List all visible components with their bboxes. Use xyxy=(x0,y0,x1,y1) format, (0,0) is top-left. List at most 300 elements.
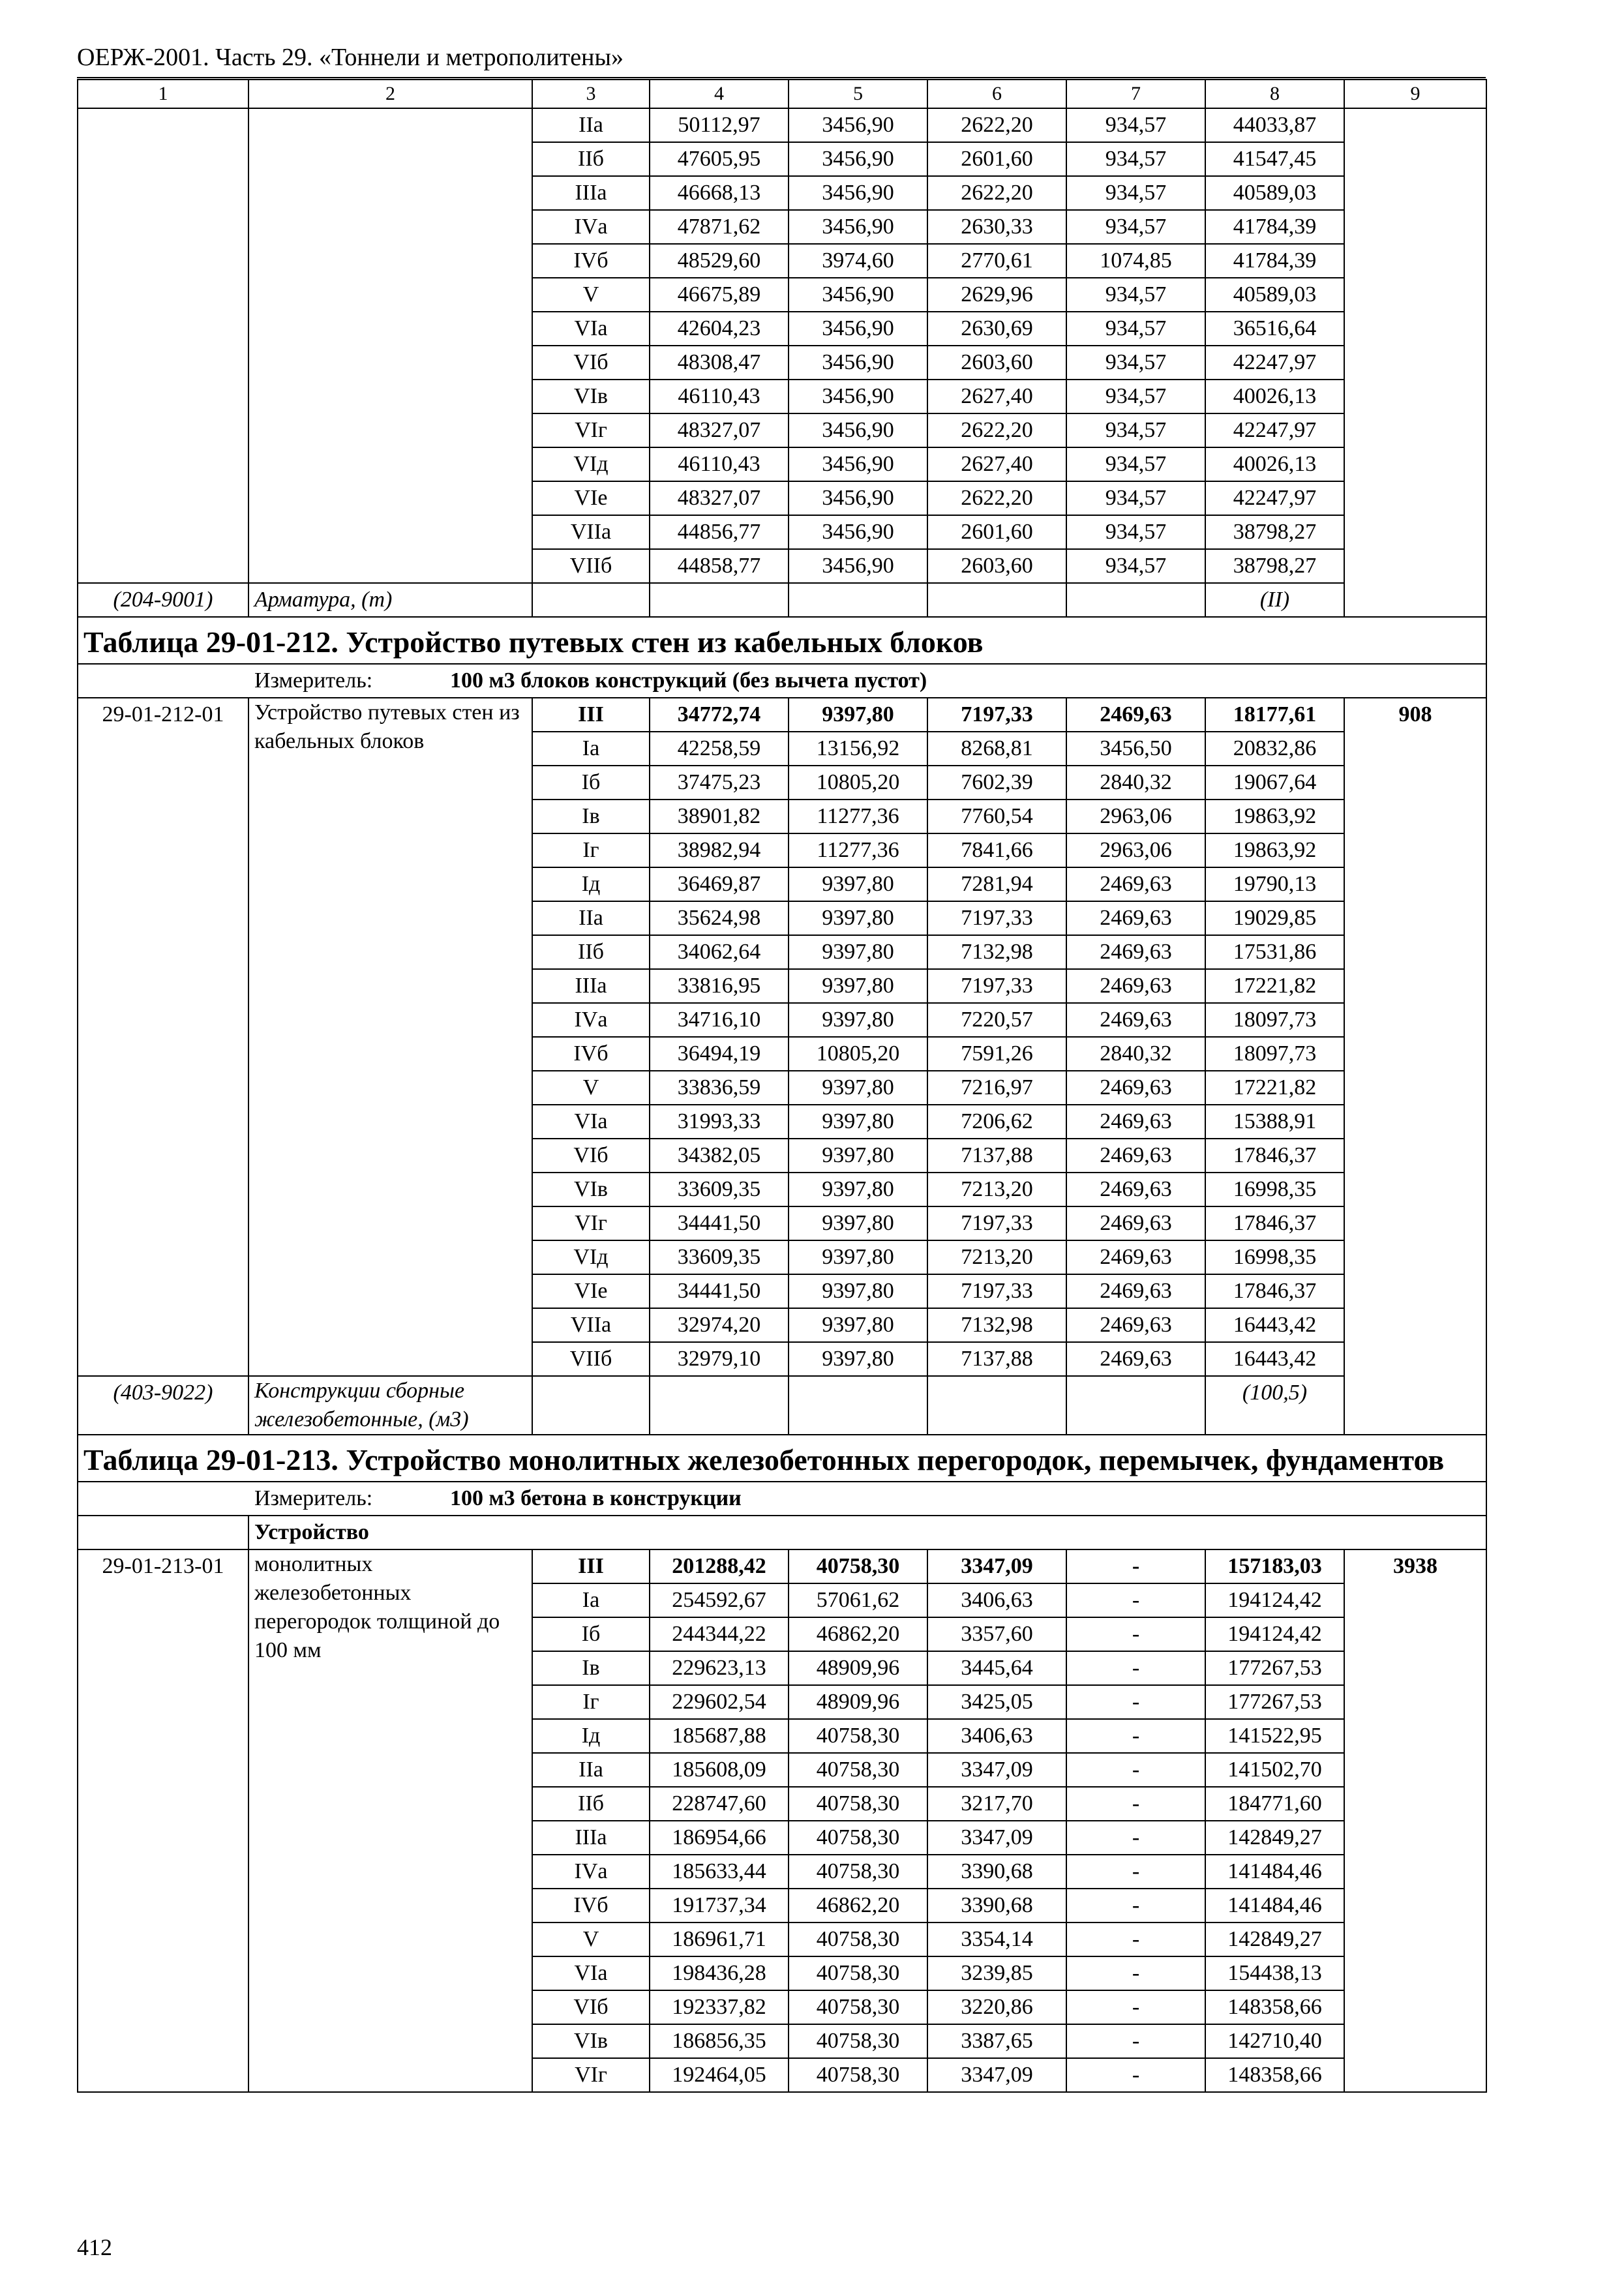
total-cost-cell: 198436,28 xyxy=(650,1956,789,1990)
materials-cell: 142849,27 xyxy=(1205,1821,1344,1855)
class-cell: IVб xyxy=(532,1889,650,1922)
total-cost-cell: 33836,59 xyxy=(650,1071,789,1105)
empty-cell xyxy=(789,583,927,617)
wages-cell: 48909,96 xyxy=(789,1651,927,1685)
machines-cell: 8268,81 xyxy=(927,732,1066,766)
operator-wages-cell: - xyxy=(1066,1855,1205,1889)
wages-cell: 9397,80 xyxy=(789,1240,927,1274)
materials-cell: 38798,27 xyxy=(1205,549,1344,583)
materials-cell: 16443,42 xyxy=(1205,1308,1344,1342)
machines-cell: 3445,64 xyxy=(927,1651,1066,1685)
table-title-row xyxy=(78,1435,1486,1482)
table-title: Таблица 29-01-213. Устройство монолитных железобетонных перегородок, перемычек, фундаментов xyxy=(78,1435,1486,1482)
wages-cell: 40758,30 xyxy=(789,1719,927,1753)
total-cost-cell: 32974,20 xyxy=(650,1308,789,1342)
wages-cell: 9397,80 xyxy=(789,1139,927,1173)
materials-cell: 15388,91 xyxy=(1205,1105,1344,1139)
class-cell: VIIа xyxy=(532,515,650,549)
wages-cell: 11277,36 xyxy=(789,833,927,867)
materials-cell: 177267,53 xyxy=(1205,1685,1344,1719)
materials-cell: 44033,87 xyxy=(1205,108,1344,142)
subheading-row xyxy=(78,1516,1486,1549)
machines-cell: 2622,20 xyxy=(927,108,1066,142)
count-cell: 3938 xyxy=(1344,1549,1486,2092)
class-cell: VIд xyxy=(532,1240,650,1274)
operator-wages-cell: 934,57 xyxy=(1066,210,1205,244)
class-cell: IIа xyxy=(532,1753,650,1787)
column-number: 2 xyxy=(248,80,532,108)
materials-cell: 40026,13 xyxy=(1205,380,1344,413)
operator-wages-cell: 2469,63 xyxy=(1066,935,1205,969)
empty-cell xyxy=(532,583,650,617)
operator-wages-cell: - xyxy=(1066,1685,1205,1719)
document-header: ОЕРЖ-2001. Часть 29. «Тоннели и метрополитены» xyxy=(77,38,1486,78)
class-cell: VIIб xyxy=(532,1342,650,1376)
class-cell: VIг xyxy=(532,413,650,447)
machines-cell: 2622,20 xyxy=(927,176,1066,210)
wages-cell: 9397,80 xyxy=(789,1173,927,1206)
total-cost-cell: 185633,44 xyxy=(650,1855,789,1889)
machines-cell: 7213,20 xyxy=(927,1240,1066,1274)
resource-code: (403-9022) xyxy=(78,1376,248,1435)
class-cell: IIа xyxy=(532,901,650,935)
operator-wages-cell: 2469,63 xyxy=(1066,901,1205,935)
operator-wages-cell: - xyxy=(1066,1889,1205,1922)
machines-cell: 7132,98 xyxy=(927,1308,1066,1342)
operator-wages-cell: - xyxy=(1066,2058,1205,2092)
total-cost-cell: 31993,33 xyxy=(650,1105,789,1139)
page-number: 412 xyxy=(77,2234,112,2260)
operator-wages-cell: 934,57 xyxy=(1066,515,1205,549)
wages-cell: 3456,90 xyxy=(789,312,927,346)
operator-wages-cell: 934,57 xyxy=(1066,176,1205,210)
machines-cell: 3406,63 xyxy=(927,1719,1066,1753)
wages-cell: 9397,80 xyxy=(789,969,927,1003)
materials-cell: 17846,37 xyxy=(1205,1139,1344,1173)
class-cell: Iг xyxy=(532,833,650,867)
table-title: Таблица 29-01-212. Устройство путевых стен из кабельных блоков xyxy=(78,617,1486,664)
class-cell: Iд xyxy=(532,867,650,901)
materials-cell: 141484,46 xyxy=(1205,1889,1344,1922)
code-cell: 29-01-212-01 xyxy=(78,698,248,1376)
materials-cell: 18177,61 xyxy=(1205,698,1344,732)
description-cell: монолитных железобетонных перегородок толщиной до 100 мм xyxy=(248,1549,532,2092)
unit-row xyxy=(78,664,1486,698)
class-cell: VIIа xyxy=(532,1308,650,1342)
wages-cell: 3456,90 xyxy=(789,549,927,583)
machines-cell: 7197,33 xyxy=(927,969,1066,1003)
operator-wages-cell: 934,57 xyxy=(1066,380,1205,413)
wages-cell: 10805,20 xyxy=(789,1037,927,1071)
materials-cell: 19790,13 xyxy=(1205,867,1344,901)
total-cost-cell: 46675,89 xyxy=(650,278,789,312)
materials-cell: 18097,73 xyxy=(1205,1037,1344,1071)
total-cost-cell: 44856,77 xyxy=(650,515,789,549)
class-cell: Iа xyxy=(532,1583,650,1617)
wages-cell: 57061,62 xyxy=(789,1583,927,1617)
machines-cell: 7197,33 xyxy=(927,1206,1066,1240)
operator-wages-cell: - xyxy=(1066,1787,1205,1821)
materials-cell: 42247,97 xyxy=(1205,346,1344,380)
unit-line xyxy=(78,1482,1486,1516)
machines-cell: 2630,69 xyxy=(927,312,1066,346)
machines-cell: 7197,33 xyxy=(927,698,1066,732)
wages-cell: 3456,90 xyxy=(789,142,927,176)
wages-cell: 46862,20 xyxy=(789,1889,927,1922)
table-row xyxy=(78,1549,1486,1583)
materials-cell: 40026,13 xyxy=(1205,447,1344,481)
class-cell: VIг xyxy=(532,1206,650,1240)
materials-cell: 154438,13 xyxy=(1205,1956,1344,1990)
total-cost-cell: 186856,35 xyxy=(650,2024,789,2058)
materials-cell: 17221,82 xyxy=(1205,969,1344,1003)
materials-cell: 42247,97 xyxy=(1205,413,1344,447)
materials-cell: 20832,86 xyxy=(1205,732,1344,766)
class-cell: VIг xyxy=(532,2058,650,2092)
materials-cell: 19029,85 xyxy=(1205,901,1344,935)
empty-cell xyxy=(927,583,1066,617)
materials-cell: 17846,37 xyxy=(1205,1206,1344,1240)
wages-cell: 3974,60 xyxy=(789,244,927,278)
machines-cell: 3390,68 xyxy=(927,1889,1066,1922)
materials-cell: 38798,27 xyxy=(1205,515,1344,549)
materials-cell: 194124,42 xyxy=(1205,1583,1344,1617)
count-cell xyxy=(1344,108,1486,617)
total-cost-cell: 192337,82 xyxy=(650,1990,789,2024)
materials-cell: 157183,03 xyxy=(1205,1549,1344,1583)
wages-cell: 40758,30 xyxy=(789,1753,927,1787)
total-cost-cell: 46110,43 xyxy=(650,447,789,481)
wages-cell: 40758,30 xyxy=(789,1821,927,1855)
unit-line xyxy=(78,664,1486,698)
unit-value: 100 м3 бетона в конструкции xyxy=(450,1486,742,1510)
total-cost-cell: 192464,05 xyxy=(650,2058,789,2092)
total-cost-cell: 186954,66 xyxy=(650,1821,789,1855)
class-cell: VIв xyxy=(532,1173,650,1206)
operator-wages-cell: - xyxy=(1066,1990,1205,2024)
wages-cell: 10805,20 xyxy=(789,766,927,800)
operator-wages-cell: 2469,63 xyxy=(1066,1173,1205,1206)
wages-cell: 9397,80 xyxy=(789,901,927,935)
operator-wages-cell: 934,57 xyxy=(1066,278,1205,312)
description-cell: Устройство путевых стен из кабельных блоков xyxy=(248,698,532,1376)
total-cost-cell: 33609,35 xyxy=(650,1240,789,1274)
operator-wages-cell: - xyxy=(1066,1821,1205,1855)
total-cost-cell: 32979,10 xyxy=(650,1342,789,1376)
class-cell: VIе xyxy=(532,1274,650,1308)
materials-cell: 40589,03 xyxy=(1205,176,1344,210)
operator-wages-cell: 934,57 xyxy=(1066,142,1205,176)
machines-cell: 7137,88 xyxy=(927,1342,1066,1376)
class-cell: IIб xyxy=(532,935,650,969)
total-cost-cell: 46668,13 xyxy=(650,176,789,210)
class-cell: VIIб xyxy=(532,549,650,583)
machines-cell: 3354,14 xyxy=(927,1922,1066,1956)
table-row xyxy=(78,698,1486,732)
wages-cell: 3456,90 xyxy=(789,176,927,210)
machines-cell: 3390,68 xyxy=(927,1855,1066,1889)
class-cell: III xyxy=(532,1549,650,1583)
materials-cell: 142849,27 xyxy=(1205,1922,1344,1956)
operator-wages-cell: - xyxy=(1066,1922,1205,1956)
total-cost-cell: 34716,10 xyxy=(650,1003,789,1037)
machines-cell: 7137,88 xyxy=(927,1139,1066,1173)
class-cell: VIе xyxy=(532,481,650,515)
description-cell xyxy=(248,108,532,583)
wages-cell: 40758,30 xyxy=(789,1549,927,1583)
materials-cell: 42247,97 xyxy=(1205,481,1344,515)
machines-cell: 7216,97 xyxy=(927,1071,1066,1105)
machines-cell: 2627,40 xyxy=(927,447,1066,481)
table-title-row xyxy=(78,617,1486,664)
machines-cell: 2603,60 xyxy=(927,346,1066,380)
operator-wages-cell: 934,57 xyxy=(1066,549,1205,583)
empty-cell xyxy=(1066,1376,1205,1435)
class-cell: V xyxy=(532,1922,650,1956)
empty-cell xyxy=(78,1516,248,1549)
materials-cell: 40589,03 xyxy=(1205,278,1344,312)
machines-cell: 3239,85 xyxy=(927,1956,1066,1990)
operator-wages-cell: 3456,50 xyxy=(1066,732,1205,766)
machines-cell: 3347,09 xyxy=(927,1753,1066,1787)
operator-wages-cell: 2469,63 xyxy=(1066,1240,1205,1274)
total-cost-cell: 34382,05 xyxy=(650,1139,789,1173)
wages-cell: 3456,90 xyxy=(789,413,927,447)
machines-cell: 3357,60 xyxy=(927,1617,1066,1651)
class-cell: IIIа xyxy=(532,1821,650,1855)
operator-wages-cell: 934,57 xyxy=(1066,447,1205,481)
table-body xyxy=(78,80,1486,2092)
wages-cell: 3456,90 xyxy=(789,346,927,380)
column-number: 7 xyxy=(1066,80,1205,108)
total-cost-cell: 185608,09 xyxy=(650,1753,789,1787)
machines-cell: 2622,20 xyxy=(927,481,1066,515)
total-cost-cell: 34772,74 xyxy=(650,698,789,732)
operator-wages-cell: - xyxy=(1066,1583,1205,1617)
class-cell: VIд xyxy=(532,447,650,481)
wages-cell: 9397,80 xyxy=(789,1003,927,1037)
wages-cell: 3456,90 xyxy=(789,108,927,142)
operator-wages-cell: - xyxy=(1066,1651,1205,1685)
class-cell: VIа xyxy=(532,312,650,346)
wages-cell: 3456,90 xyxy=(789,380,927,413)
materials-cell: 41784,39 xyxy=(1205,210,1344,244)
machines-cell: 2601,60 xyxy=(927,515,1066,549)
wages-cell: 9397,80 xyxy=(789,1308,927,1342)
total-cost-cell: 33609,35 xyxy=(650,1173,789,1206)
materials-cell: 19863,92 xyxy=(1205,833,1344,867)
materials-cell: 19863,92 xyxy=(1205,800,1344,833)
class-cell: VIб xyxy=(532,346,650,380)
machines-cell: 2770,61 xyxy=(927,244,1066,278)
class-cell: Iа xyxy=(532,732,650,766)
wages-cell: 3456,90 xyxy=(789,447,927,481)
total-cost-cell: 229623,13 xyxy=(650,1651,789,1685)
machines-cell: 2622,20 xyxy=(927,413,1066,447)
count-cell: 908 xyxy=(1344,698,1486,1435)
machines-cell: 7206,62 xyxy=(927,1105,1066,1139)
machines-cell: 3347,09 xyxy=(927,2058,1066,2092)
operator-wages-cell: 934,57 xyxy=(1066,481,1205,515)
total-cost-cell: 34441,50 xyxy=(650,1274,789,1308)
wages-cell: 9397,80 xyxy=(789,935,927,969)
materials-cell: 36516,64 xyxy=(1205,312,1344,346)
subheading: Устройство xyxy=(248,1516,1486,1549)
machines-cell: 3406,63 xyxy=(927,1583,1066,1617)
total-cost-cell: 36469,87 xyxy=(650,867,789,901)
class-cell: V xyxy=(532,1071,650,1105)
machines-cell: 7602,39 xyxy=(927,766,1066,800)
wages-cell: 9397,80 xyxy=(789,1071,927,1105)
column-number: 8 xyxy=(1205,80,1344,108)
total-cost-cell: 244344,22 xyxy=(650,1617,789,1651)
total-cost-cell: 44858,77 xyxy=(650,549,789,583)
operator-wages-cell: 2469,63 xyxy=(1066,1206,1205,1240)
wages-cell: 3456,90 xyxy=(789,515,927,549)
column-number: 4 xyxy=(650,80,789,108)
materials-cell: 194124,42 xyxy=(1205,1617,1344,1651)
estimate-table xyxy=(77,79,1487,2093)
operator-wages-cell: 2469,63 xyxy=(1066,969,1205,1003)
operator-wages-cell: 2963,06 xyxy=(1066,800,1205,833)
class-cell: IVб xyxy=(532,244,650,278)
class-cell: Iд xyxy=(532,1719,650,1753)
class-cell: VIв xyxy=(532,380,650,413)
total-cost-cell: 34441,50 xyxy=(650,1206,789,1240)
machines-cell: 7197,33 xyxy=(927,1274,1066,1308)
unit-label: Измеритель: xyxy=(254,668,373,693)
wages-cell: 11277,36 xyxy=(789,800,927,833)
operator-wages-cell: 934,57 xyxy=(1066,413,1205,447)
column-number: 1 xyxy=(78,80,248,108)
total-cost-cell: 186961,71 xyxy=(650,1922,789,1956)
wages-cell: 48909,96 xyxy=(789,1685,927,1719)
operator-wages-cell: 2469,63 xyxy=(1066,1003,1205,1037)
total-cost-cell: 254592,67 xyxy=(650,1583,789,1617)
wages-cell: 3456,90 xyxy=(789,278,927,312)
machines-cell: 2601,60 xyxy=(927,142,1066,176)
total-cost-cell: 42258,59 xyxy=(650,732,789,766)
total-cost-cell: 47871,62 xyxy=(650,210,789,244)
class-cell: VIа xyxy=(532,1956,650,1990)
resource-qty: (100,5) xyxy=(1205,1376,1344,1435)
materials-cell: 41784,39 xyxy=(1205,244,1344,278)
machines-cell: 3425,05 xyxy=(927,1685,1066,1719)
materials-cell: 18097,73 xyxy=(1205,1003,1344,1037)
empty-cell xyxy=(650,583,789,617)
empty-cell xyxy=(1066,583,1205,617)
class-cell: VIб xyxy=(532,1139,650,1173)
machines-cell: 2629,96 xyxy=(927,278,1066,312)
machines-cell: 7760,54 xyxy=(927,800,1066,833)
wages-cell: 9397,80 xyxy=(789,1206,927,1240)
resource-code: (204-9001) xyxy=(78,583,248,617)
materials-cell: 19067,64 xyxy=(1205,766,1344,800)
class-cell: Iб xyxy=(532,766,650,800)
total-cost-cell: 37475,23 xyxy=(650,766,789,800)
class-cell: IVб xyxy=(532,1037,650,1071)
wages-cell: 40758,30 xyxy=(789,1922,927,1956)
total-cost-cell: 229602,54 xyxy=(650,1685,789,1719)
unit-row xyxy=(78,1482,1486,1516)
class-cell: IIа xyxy=(532,108,650,142)
wages-cell: 3456,90 xyxy=(789,210,927,244)
wages-cell: 40758,30 xyxy=(789,2024,927,2058)
empty-cell xyxy=(532,1376,650,1435)
total-cost-cell: 38901,82 xyxy=(650,800,789,833)
machines-cell: 7841,66 xyxy=(927,833,1066,867)
machines-cell: 3217,70 xyxy=(927,1787,1066,1821)
materials-cell: 17221,82 xyxy=(1205,1071,1344,1105)
wages-cell: 40758,30 xyxy=(789,2058,927,2092)
wages-cell: 40758,30 xyxy=(789,1956,927,1990)
total-cost-cell: 46110,43 xyxy=(650,380,789,413)
operator-wages-cell: 2469,63 xyxy=(1066,1274,1205,1308)
total-cost-cell: 48529,60 xyxy=(650,244,789,278)
class-cell: IIIа xyxy=(532,969,650,1003)
column-number-row xyxy=(78,80,1486,108)
class-cell: Iб xyxy=(532,1617,650,1651)
wages-cell: 46862,20 xyxy=(789,1617,927,1651)
class-cell: Iг xyxy=(532,1685,650,1719)
total-cost-cell: 48308,47 xyxy=(650,346,789,380)
wages-cell: 9397,80 xyxy=(789,1274,927,1308)
code-cell: 29-01-213-01 xyxy=(78,1549,248,2092)
table-row xyxy=(78,108,1486,142)
materials-cell: 184771,60 xyxy=(1205,1787,1344,1821)
wages-cell: 9397,80 xyxy=(789,1105,927,1139)
total-cost-cell: 48327,07 xyxy=(650,481,789,515)
materials-cell: 148358,66 xyxy=(1205,1990,1344,2024)
wages-cell: 9397,80 xyxy=(789,698,927,732)
machines-cell: 7591,26 xyxy=(927,1037,1066,1071)
operator-wages-cell: 2469,63 xyxy=(1066,1342,1205,1376)
material-footer-row xyxy=(78,583,1486,617)
operator-wages-cell: 2469,63 xyxy=(1066,1105,1205,1139)
wages-cell: 3456,90 xyxy=(789,481,927,515)
class-cell: VIб xyxy=(532,1990,650,2024)
materials-cell: 141484,46 xyxy=(1205,1855,1344,1889)
materials-cell: 16998,35 xyxy=(1205,1173,1344,1206)
wages-cell: 13156,92 xyxy=(789,732,927,766)
materials-cell: 17846,37 xyxy=(1205,1274,1344,1308)
wages-cell: 40758,30 xyxy=(789,1787,927,1821)
class-cell: IVа xyxy=(532,1855,650,1889)
materials-cell: 16443,42 xyxy=(1205,1342,1344,1376)
materials-cell: 41547,45 xyxy=(1205,142,1344,176)
operator-wages-cell: - xyxy=(1066,1956,1205,1990)
machines-cell: 3347,09 xyxy=(927,1549,1066,1583)
total-cost-cell: 35624,98 xyxy=(650,901,789,935)
total-cost-cell: 48327,07 xyxy=(650,413,789,447)
total-cost-cell: 47605,95 xyxy=(650,142,789,176)
machines-cell: 7197,33 xyxy=(927,901,1066,935)
machines-cell: 2630,33 xyxy=(927,210,1066,244)
materials-cell: 177267,53 xyxy=(1205,1651,1344,1685)
operator-wages-cell: 1074,85 xyxy=(1066,244,1205,278)
class-cell: V xyxy=(532,278,650,312)
class-cell: Iв xyxy=(532,1651,650,1685)
wages-cell: 9397,80 xyxy=(789,867,927,901)
operator-wages-cell: - xyxy=(1066,2024,1205,2058)
class-cell: IIб xyxy=(532,1787,650,1821)
total-cost-cell: 34062,64 xyxy=(650,935,789,969)
operator-wages-cell: 2469,63 xyxy=(1066,867,1205,901)
resource-name: Конструкции сборные железобетонные, (м3) xyxy=(248,1376,532,1435)
empty-cell xyxy=(789,1376,927,1435)
total-cost-cell: 38982,94 xyxy=(650,833,789,867)
total-cost-cell: 50112,97 xyxy=(650,108,789,142)
